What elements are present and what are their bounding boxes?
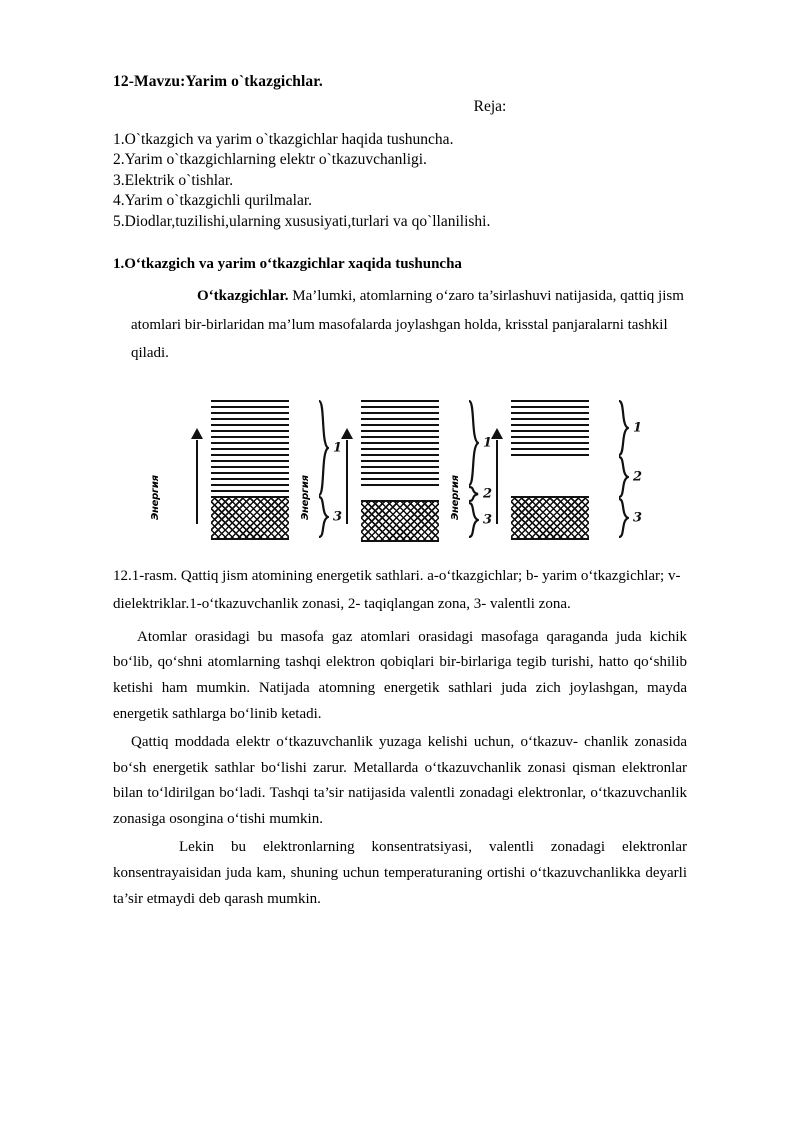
figure-caption: 12.1-rasm. Qattiq jism atomining energetik sathlari. a-o‘tkazgichlar; b- yarim o‘tkazgichlar; v-dielektriklar.1-o‘tkazuvchanlik zonasi, 2- taqiqlangan zona, 3- valentli zona. [113, 567, 681, 613]
conduction-band-lines [361, 400, 439, 486]
energy-axis-label: Энергия [300, 474, 311, 520]
energy-axis-b [300, 428, 353, 524]
axis-line [196, 440, 198, 524]
plan-item: 2.Yarim o`tkazgichlarning elektr o`tkazuvchanligi. [113, 151, 427, 169]
conduction-band-lines [511, 400, 589, 456]
section-heading: 1.O‘tkazgich va yarim o‘tkazgichlar xaqida tushuncha [113, 255, 462, 272]
axis-line [346, 440, 348, 524]
valence-band-hatch [361, 500, 439, 542]
body-paragraph-2 [113, 730, 687, 833]
brace-zone-2 [617, 456, 643, 498]
plan-item: 4.Yarim o`tkazgichli qurilmalar. [113, 192, 313, 210]
arrow-up-icon [191, 428, 203, 439]
brace-zone-1 [617, 400, 643, 456]
plan-item: 1.O`tkazgich va yarim o`tkazgichlar haqida tushuncha. [113, 130, 454, 148]
zone-number-label: 1 [483, 435, 493, 451]
intro-lead-term: O‘tkazgichlar. [197, 288, 289, 305]
plan-item: 5.Diodlar,tuzilishi,ularning xususiyati,turlari va qo`llanilishi. [113, 212, 491, 230]
valence-band-hatch [511, 496, 589, 540]
figure-panel-dielectric [450, 392, 643, 542]
figure-panel-semiconductor [300, 392, 493, 542]
arrow-up-icon [341, 428, 353, 439]
brace-zone-3 [617, 498, 643, 538]
zone-number-label: 3 [483, 512, 493, 528]
energy-axis-label: Энергия [450, 474, 461, 520]
valence-band-hatch [211, 496, 289, 540]
band-stack-c [511, 396, 643, 540]
paragraph-text: Lekin bu elektronlarning konsentratsiyasi, valentli zonadagi elektronlar konsentrayaisidan juda kam, shuning uchun temperaturaning ortishi o‘tkazuvchanlikka deyarli ta’sir etmaydi deb qarash mumkin. [113, 838, 687, 907]
body-paragraph-1 [113, 625, 687, 728]
body-paragraph-3 [113, 835, 687, 912]
conduction-band-lines [211, 400, 289, 494]
zone-number-label: 2 [633, 469, 643, 485]
zone-number-label: 1 [633, 420, 643, 436]
energy-axis-label: Энергия [150, 474, 161, 520]
energy-axis-c [450, 428, 503, 524]
zone-number-label: 3 [633, 510, 643, 526]
zone-number-label: 3 [333, 509, 343, 525]
energy-axis-a [150, 428, 203, 524]
brace-zone-3 [467, 502, 493, 538]
brace-zone-1 [467, 400, 493, 486]
axis-line [496, 440, 498, 524]
energy-band-figure [113, 392, 687, 552]
document-content [113, 72, 687, 914]
plan-label: Reja: [473, 98, 507, 116]
brace-zone-3 [317, 496, 343, 538]
plan-list [113, 130, 687, 233]
topic-title: 12-Mavzu:Yarim o`tkazgichlar. [113, 73, 323, 90]
plan-item: 3.Elektrik o`tishlar. [113, 171, 234, 189]
intro-paragraph [113, 282, 687, 368]
brace-zone-2 [467, 486, 493, 502]
zone-number-label: 1 [333, 440, 343, 456]
arrow-up-icon [491, 428, 503, 439]
brace-zone-1 [317, 400, 343, 496]
paragraph-text: Qattiq moddada elektr o‘tkazuvchanlik yuzaga kelishi uchun, o‘tkazuv- chanlik zonasida bo‘sh energetik sathlar bo‘lishi zarur. Metallarda o‘tkazuvchanlik zonasi qisman elektronlar bilan to‘ldirilgan bo‘ladi. Tashqi ta’sir natijasida valentli zonadagi elektronlar, o‘tkazuvchanlik zonasiga osongina o‘tishi mumkin. [113, 733, 687, 828]
intro-body-text: Ma’lumki, atomlarning o‘zaro ta’sirlashuvi natijasida, qattiq jism atomlari bir-birlaridan ma’lum masofalarda joylashgan holda, krisstal panjaralarni tashkil qiladi. [131, 288, 684, 362]
paragraph-text: Atomlar orasidagi bu masofa gaz atomlari orasidagi masofaga qaraganda juda kichik bo‘lib, qo‘shni atomlarning tashqi elektron qobiqlari bir-birlariga tegib turishi, hatto qo‘shilib ketishi ham mumkin. Natijada atomning energetik sathlari juda zich joylashgan, mayda energetik sathlarga bo‘linib ketadi. [113, 628, 687, 722]
figure-panel-conductor [150, 392, 343, 542]
zone-number-label: 2 [483, 486, 493, 502]
